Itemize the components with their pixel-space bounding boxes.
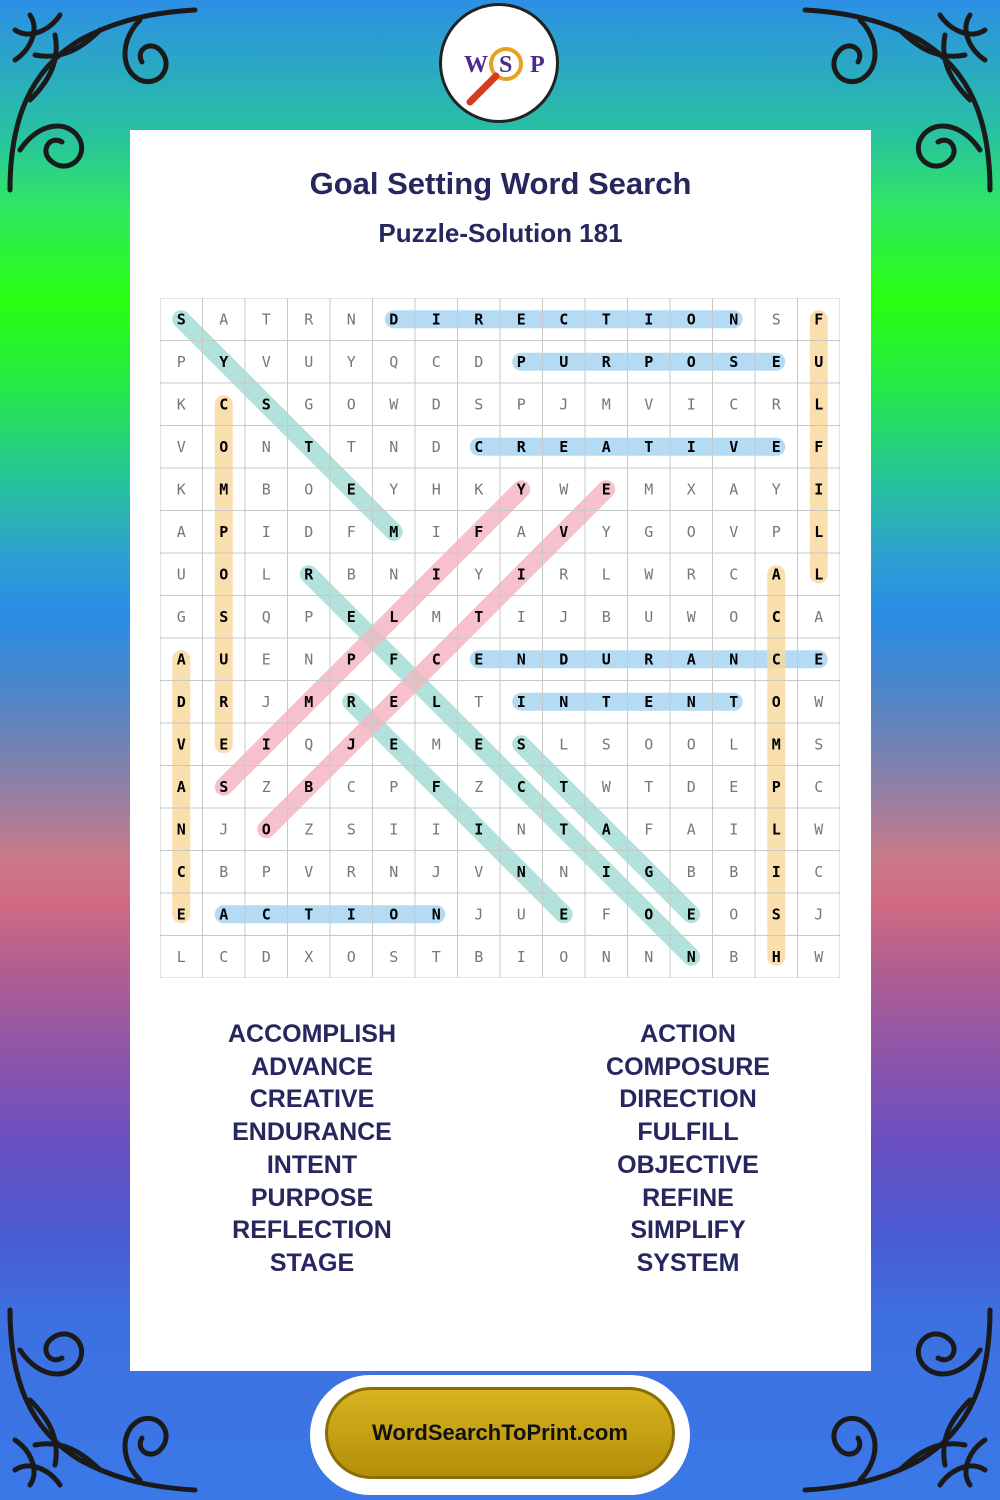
grid-cell-letter: E [219,735,229,754]
grid-cell-letter: N [516,862,526,881]
grid-cell-letter: Z [304,820,314,839]
grid-cell-letter: I [516,692,526,711]
grid-cell-letter: N [559,692,569,711]
grid-cell-letter: C [771,607,781,626]
grid-cell-letter: G [644,522,654,541]
grid-cell-letter: R [644,650,654,669]
grid-cell-letter: N [601,947,611,966]
grid-cell-letter: O [644,905,654,924]
word-list-item: REFINE [642,1183,734,1212]
grid-cell-letter: I [431,820,441,839]
grid-cell-letter: W [814,820,824,839]
grid-cell-letter: U [814,352,824,371]
grid-cell-letter: J [474,905,484,924]
grid-cell-letter: I [644,310,654,329]
grid-cell-letter: E [644,692,654,711]
grid-cell-letter: D [474,352,484,371]
grid-cell-letter: Y [771,480,781,499]
grid-cell-letter: E [601,480,611,499]
grid-cell-letter: V [729,522,739,541]
grid-cell-letter: S [601,735,611,754]
grid-cell-letter: W [814,947,824,966]
grid-cell-letter: E [261,650,271,669]
grid-cell-letter: E [559,905,569,924]
grid-cell-letter: T [474,607,484,626]
grid-cell-letter: I [474,820,484,839]
logo-letter-p: P [530,52,545,78]
grid-cell-letter: N [516,650,526,669]
grid-cell-letter: E [771,352,781,371]
grid-cell-letter: I [771,862,781,881]
page-subtitle: Puzzle-Solution 181 [378,218,623,248]
grid-cell-letter: S [176,310,186,329]
word-list-item: SIMPLIFY [630,1216,746,1245]
grid-cell-letter: O [644,735,654,754]
grid-cell-letter: I [261,522,271,541]
grid-cell-letter: L [814,395,824,414]
grid-cell-letter: N [686,692,696,711]
grid-cell-letter: I [516,947,526,966]
word-list-item: PURPOSE [250,1183,374,1212]
grid-cell-letter: A [176,777,186,796]
grid-cell-letter: R [771,395,781,414]
grid-cell-letter: M [304,692,314,711]
grid-cell-letter: P [176,352,186,371]
grid-cell-letter: T [729,692,739,711]
grid-cell-letter: M [644,480,654,499]
grid-cell-letter: L [559,735,569,754]
grid-cell-letter: M [219,480,229,499]
grid-cell-letter: V [176,437,186,456]
grid-cell-letter: Y [474,565,484,584]
grid-cell-letter: A [219,905,229,924]
grid-cell-letter: S [474,395,484,414]
grid-cell-letter: F [644,820,654,839]
grid-cell-letter: U [601,650,611,669]
grid-cell-letter: C [431,352,441,371]
grid-cell-letter: P [304,607,314,626]
grid-cell-letter: J [219,820,229,839]
grid-cell-letter: C [814,862,824,881]
grid-cell-letter: V [559,522,569,541]
grid-cell-letter: Q [304,735,314,754]
grid-cell-letter: F [474,522,484,541]
grid-cell-letter: S [729,352,739,371]
grid-cell-letter: A [686,650,696,669]
grid-cell-letter: N [261,437,271,456]
grid-cell-letter: U [219,650,229,669]
grid-cell-letter: B [219,862,229,881]
grid-cell-letter: Y [346,352,356,371]
grid-cell-letter: P [219,522,229,541]
grid-cell-letter: V [644,395,654,414]
grid-cell-letter: B [686,862,696,881]
word-list-left [162,1018,462,1280]
grid-cell-letter: B [304,777,314,796]
grid-cell-letter: V [729,437,739,456]
grid-cell-letter: H [771,947,781,966]
grid-cell-letter: T [304,905,314,924]
grid-cell-letter: I [686,395,696,414]
grid-cell-letter: P [346,650,356,669]
grid-cell-letter: S [261,395,271,414]
grid-cell-letter: W [559,480,569,499]
grid-cell-letter: N [729,650,739,669]
grid-cell-letter: N [389,862,399,881]
grid-cell-letter: L [176,947,186,966]
grid-cell-letter: W [389,395,399,414]
grid-cell-letter: H [431,480,441,499]
grid-cell-letter: C [176,862,186,881]
grid-cell-letter: I [389,820,399,839]
grid-cell-letter: A [176,522,186,541]
grid-cell-letter: E [814,650,824,669]
grid-cell-letter: R [474,310,484,329]
word-list-item: ACCOMPLISH [227,1020,397,1048]
word-list-item: REFLECTION [232,1216,392,1245]
word-list-right [538,1018,838,1280]
grid-cell-letter: B [474,947,484,966]
grid-cell-letter: B [261,480,271,499]
grid-cell-letter: I [601,862,611,881]
grid-cell-letter: S [346,820,356,839]
grid-canvas [160,298,840,978]
grid-cell-letter: W [644,565,654,584]
grid-cell-letter: F [346,522,356,541]
grid-cell-letter: O [346,395,356,414]
grid-cell-letter: A [516,522,526,541]
grid-cell-letter: U [176,565,186,584]
grid-cell-letter: C [559,310,569,329]
grid-cell-letter: U [559,352,569,371]
grid-cell-letter: A [176,650,186,669]
grid-cell-letter: C [261,905,271,924]
grid-cell-letter: E [516,310,526,329]
grid-cell-letter: P [516,352,526,371]
grid-cell-letter: I [346,905,356,924]
grid-cell-letter: I [516,607,526,626]
grid-cell-letter: A [686,820,696,839]
grid-cell-letter: J [814,905,824,924]
grid-cell-letter: G [644,862,654,881]
grid-cell-letter: L [814,565,824,584]
grid-cell-letter: L [601,565,611,584]
word-list-item: INTENT [266,1150,358,1179]
word-list-item: ADVANCE [251,1052,373,1081]
grid-cell-letter: O [389,905,399,924]
grid-cell-letter: J [431,862,441,881]
grid-cell-letter: E [686,905,696,924]
grid-cell-letter: S [219,777,229,796]
grid-cell-letter: I [431,522,441,541]
grid-cell-letter: D [176,692,186,711]
grid-cell-letter: C [219,947,229,966]
grid-cell-letter: M [771,735,781,754]
grid-cell-letter: A [771,565,781,584]
grid-cell-letter: V [176,735,186,754]
grid-cell-letter: J [559,395,569,414]
grid-cell-letter: Y [219,352,229,371]
grid-cell-letter: V [474,862,484,881]
grid-cell-letter: R [304,565,314,584]
grid-cell-letter: T [431,947,441,966]
grid-cell-letter: T [346,437,356,456]
grid-cell-letter: O [729,607,739,626]
grid-cell-letter: F [601,905,611,924]
grid-cell-letter: M [601,395,611,414]
grid-cell-letter: T [559,777,569,796]
grid-cell-letter: O [686,352,696,371]
word-search-grid [160,298,840,978]
grid-cell-letter: Z [261,777,271,796]
grid-cell-letter: D [431,395,441,414]
grid-cell-letter: E [729,777,739,796]
grid-cell-letter: T [474,692,484,711]
grid-cell-letter: P [771,522,781,541]
grid-cell-letter: L [431,692,441,711]
grid-cell-letter: Y [516,480,526,499]
grid-cell-letter: N [176,820,186,839]
grid-cell-letter: I [431,565,441,584]
grid-cell-letter: I [814,480,824,499]
grid-cell-letter: A [219,310,229,329]
grid-cell-letter: I [686,437,696,456]
grid-cell-letter: Q [389,352,399,371]
grid-cell-letter: B [346,565,356,584]
grid-cell-letter: R [219,692,229,711]
grid-cell-letter: F [814,310,824,329]
grid-cell-letter: C [771,650,781,669]
grid-cell-letter: O [346,947,356,966]
grid-cell-letter: U [644,607,654,626]
grid-cell-letter: W [814,692,824,711]
grid-cell-letter: C [346,777,356,796]
grid-cell-letter: R [516,437,526,456]
grid-cell-letter: A [601,437,611,456]
grid-cell-letter: E [346,607,356,626]
grid-cell-letter: E [771,437,781,456]
grid-cell-letter: B [729,947,739,966]
grid-cell-letter: R [304,310,314,329]
grid-cell-letter: C [431,650,441,669]
word-list-item: SYSTEM [636,1248,740,1277]
grid-cell-letter: P [644,352,654,371]
grid-cell-letter: T [304,437,314,456]
grid-cell-letter: N [389,437,399,456]
grid-cell-letter: O [219,437,229,456]
grid-cell-letter: P [516,395,526,414]
grid-cell-letter: C [729,565,739,584]
grid-cell-letter: D [389,310,399,329]
grid-cell-letter: U [304,352,314,371]
grid-cell-letter: R [601,352,611,371]
grid-cell-letter: F [389,650,399,669]
grid-cell-letter: X [686,480,696,499]
grid-cell-letter: N [559,862,569,881]
grid-cell-letter: N [346,310,356,329]
word-list-item: DIRECTION [619,1085,757,1114]
grid-cell-letter: R [346,692,356,711]
grid-cell-letter: C [474,437,484,456]
grid-cell-letter: S [771,310,781,329]
grid-cell-letter: O [686,735,696,754]
grid-cell-letter: J [559,607,569,626]
grid-cell-letter: I [516,565,526,584]
grid-cell-letter: O [559,947,569,966]
grid-cell-letter: C [219,395,229,414]
grid-cell-letter: W [686,607,696,626]
grid-cell-letter: I [729,820,739,839]
logo-letter-s: S [499,52,513,78]
grid-cell-letter: S [516,735,526,754]
grid-cell-letter: J [261,692,271,711]
grid-cell-letter: L [729,735,739,754]
grid-cell-letter: D [686,777,696,796]
grid-cell-letter: I [431,310,441,329]
grid-cell-letter: N [686,947,696,966]
grid-cell-letter: O [686,310,696,329]
grid-cell-letter: K [176,395,186,414]
grid-cell-letter: O [261,820,271,839]
grid-cell-letter: S [771,905,781,924]
grid-cell-letter: E [176,905,186,924]
grid-cell-letter: E [389,735,399,754]
grid-cell-letter: J [346,735,356,754]
grid-cell-letter: B [729,862,739,881]
grid-cell-letter: W [601,777,611,796]
grid-cell-letter: A [601,820,611,839]
grid-cell-letter: M [389,522,399,541]
word-list-item: FULFILL [637,1118,739,1147]
word-list-item: STAGE [269,1248,355,1277]
grid-cell-letter: O [729,905,739,924]
page-title: Goal Setting Word Search [309,166,692,201]
grid-cell-letter: Q [261,607,271,626]
website-link-button[interactable]: WordSearchToPrint.com [325,1387,675,1479]
grid-cell-letter: L [814,522,824,541]
grid-cell-letter: I [261,735,271,754]
word-list-item: ENDURANCE [232,1118,392,1147]
grid-cell-letter: V [304,862,314,881]
grid-cell-letter: L [389,607,399,626]
logo-letter-w: W [464,52,488,78]
grid-cell-letter: G [176,607,186,626]
grid-cell-letter: P [771,777,781,796]
grid-cell-letter: P [261,862,271,881]
grid-cell-letter: E [389,692,399,711]
grid-cell-letter: P [389,777,399,796]
grid-cell-letter: T [559,820,569,839]
grid-cell-letter: R [686,565,696,584]
grid-cell-letter: S [389,947,399,966]
grid-cell-letter: R [559,565,569,584]
grid-cell-letter: S [219,607,229,626]
grid-cell-letter: L [771,820,781,839]
grid-cell-letter: K [176,480,186,499]
word-list-item: ACTION [640,1020,736,1048]
grid-cell-letter: B [601,607,611,626]
grid-cell-letter: M [431,735,441,754]
grid-cell-letter: D [559,650,569,669]
grid-cell-letter: R [346,862,356,881]
grid-cell-letter: D [304,522,314,541]
grid-cell-letter: O [771,692,781,711]
grid-cell-letter: T [601,692,611,711]
word-list-item: COMPOSURE [606,1052,770,1081]
grid-cell-letter: D [431,437,441,456]
grid-cell-letter: T [601,310,611,329]
grid-cell-letter: E [474,735,484,754]
word-list-item: CREATIVE [249,1085,375,1114]
word-list-item: OBJECTIVE [617,1150,759,1179]
grid-cell-letter: T [644,777,654,796]
grid-cell-letter: S [814,735,824,754]
grid-cell-letter: O [304,480,314,499]
grid-cell-letter: C [729,395,739,414]
grid-cell-letter: V [261,352,271,371]
grid-cell-letter: C [516,777,526,796]
grid-cell-letter: T [644,437,654,456]
grid-cell-letter: M [431,607,441,626]
grid-cell-letter: Y [601,522,611,541]
grid-cell-letter: X [304,947,314,966]
grid-cell-letter: Y [389,480,399,499]
grid-cell-letter: G [304,395,314,414]
grid-cell-letter: N [431,905,441,924]
grid-cell-letter: K [474,480,484,499]
grid-cell-letter: O [219,565,229,584]
grid-cell-letter: U [516,905,526,924]
grid-cell-letter: N [516,820,526,839]
grid-cell-letter: A [729,480,739,499]
grid-cell-letter: Z [474,777,484,796]
grid-cell-letter: E [346,480,356,499]
grid-cell-letter: N [644,947,654,966]
grid-cell-letter: O [686,522,696,541]
grid-cell-letter: N [389,565,399,584]
grid-cell-letter: D [261,947,271,966]
grid-cell-letter: L [261,565,271,584]
grid-cell-letter: F [431,777,441,796]
site-logo[interactable] [439,3,559,123]
grid-cell-letter: A [814,607,824,626]
grid-cell-letter: E [474,650,484,669]
grid-cell-letter: N [304,650,314,669]
grid-cell-letter: E [559,437,569,456]
puzzle-panel [130,130,871,1371]
grid-cell-letter: C [814,777,824,796]
grid-cell-letter: T [261,310,271,329]
grid-cell-letter: N [729,310,739,329]
grid-cell-letter: F [814,437,824,456]
